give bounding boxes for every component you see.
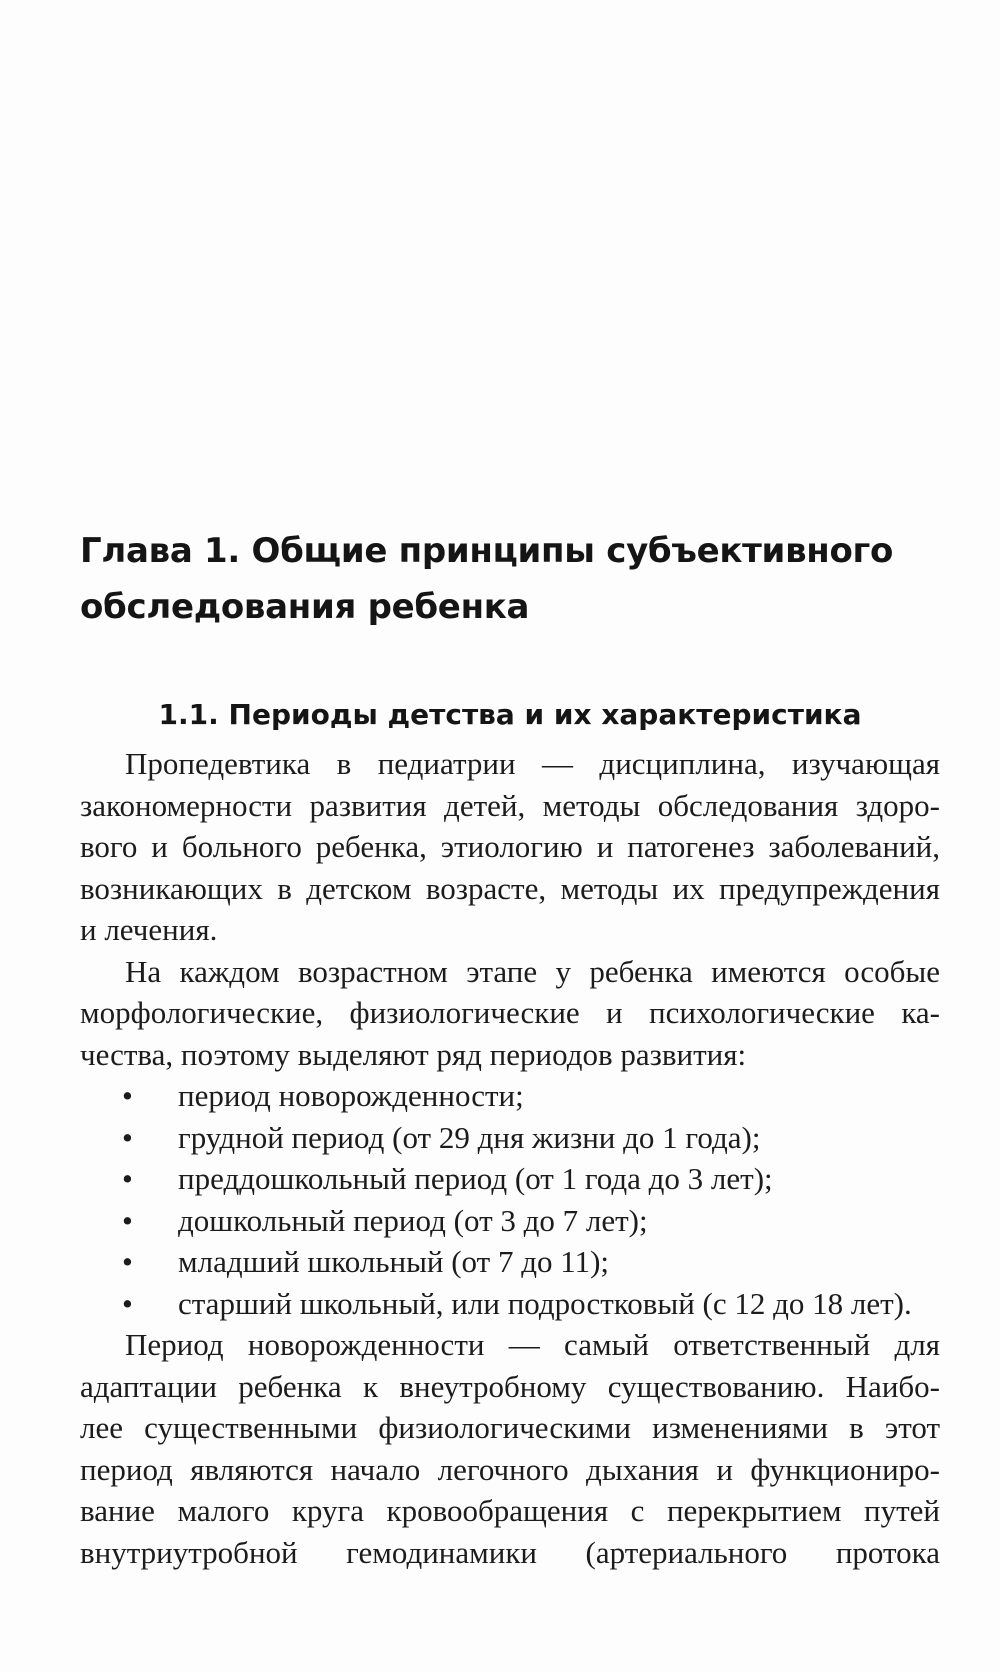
paragraph-line: возникающих в детском возрасте, методы их предупреждения bbox=[80, 870, 940, 906]
list-item bbox=[80, 1117, 940, 1159]
list-item-text: грудной период (от 29 дня жизни до 1 года); bbox=[178, 1119, 761, 1155]
paragraph-line: закономерности развития детей, методы обследования здоро- bbox=[80, 787, 940, 823]
body-text bbox=[80, 743, 940, 1573]
paragraph-line: Период новорожденности — самый ответственный для bbox=[125, 1327, 940, 1362]
bullet-icon: • bbox=[122, 1161, 133, 1196]
paragraph-line: морфологические, физиологические и психологические ка- bbox=[80, 995, 940, 1030]
list-item bbox=[80, 1283, 940, 1325]
bullet-icon: • bbox=[122, 1119, 133, 1155]
list-item-text: младший школьный (от 7 до 11); bbox=[178, 1244, 610, 1279]
period-list bbox=[80, 1075, 940, 1324]
bullet-icon: • bbox=[122, 1244, 133, 1279]
paragraph-line: адаптации ребенка к внеутробному существованию. Наибо- bbox=[80, 1368, 940, 1404]
list-item-text: преддошкольный период (от 1 года до 3 лет); bbox=[178, 1161, 773, 1196]
list-item bbox=[80, 1200, 940, 1242]
list-item-text: старший школьный, или подростковый (с 12 до 18 лет). bbox=[178, 1285, 912, 1321]
chapter-title bbox=[80, 523, 940, 635]
list-item-text: дошкольный период (от 3 до 7 лет); bbox=[178, 1202, 648, 1238]
section-title: 1.1. Периоды детства и их характеристика bbox=[158, 698, 862, 731]
paragraph-line: лее существенными физиологическими изменениями в этот bbox=[80, 1410, 940, 1445]
list-item bbox=[80, 1075, 940, 1117]
paragraph-line: чества, поэтому выделяют ряд периодов развития: bbox=[80, 1036, 747, 1072]
paragraph-line: период являются начало легочного дыхания и функциониро- bbox=[80, 1451, 940, 1487]
bullet-icon: • bbox=[122, 1285, 133, 1321]
bullet-icon: • bbox=[122, 1202, 133, 1238]
paragraph-line: На каждом возрастном этапе у ребенка имеются особые bbox=[125, 953, 940, 989]
chapter-title-line: обследования ребенка bbox=[80, 587, 530, 627]
paragraph-line: вого и больного ребенка, этиологию и патогенез заболеваний, bbox=[80, 829, 940, 864]
bullet-icon: • bbox=[122, 1078, 133, 1113]
paragraph-line: внутриутробной гемодинамики (артериального протока bbox=[80, 1534, 940, 1570]
list-item bbox=[80, 1158, 940, 1200]
chapter-title-line: Глава 1. Общие принципы субъективного bbox=[80, 531, 894, 571]
list-item-text: период новорожденности; bbox=[178, 1078, 524, 1113]
paragraph-line: и лечения. bbox=[80, 912, 218, 947]
list-item bbox=[80, 1241, 940, 1283]
paragraph-line: вание малого круга кровообращения с перекрытием путей bbox=[80, 1493, 940, 1528]
paragraph-line: Пропедевтика в педиатрии — дисциплина, изучающая bbox=[125, 746, 940, 781]
